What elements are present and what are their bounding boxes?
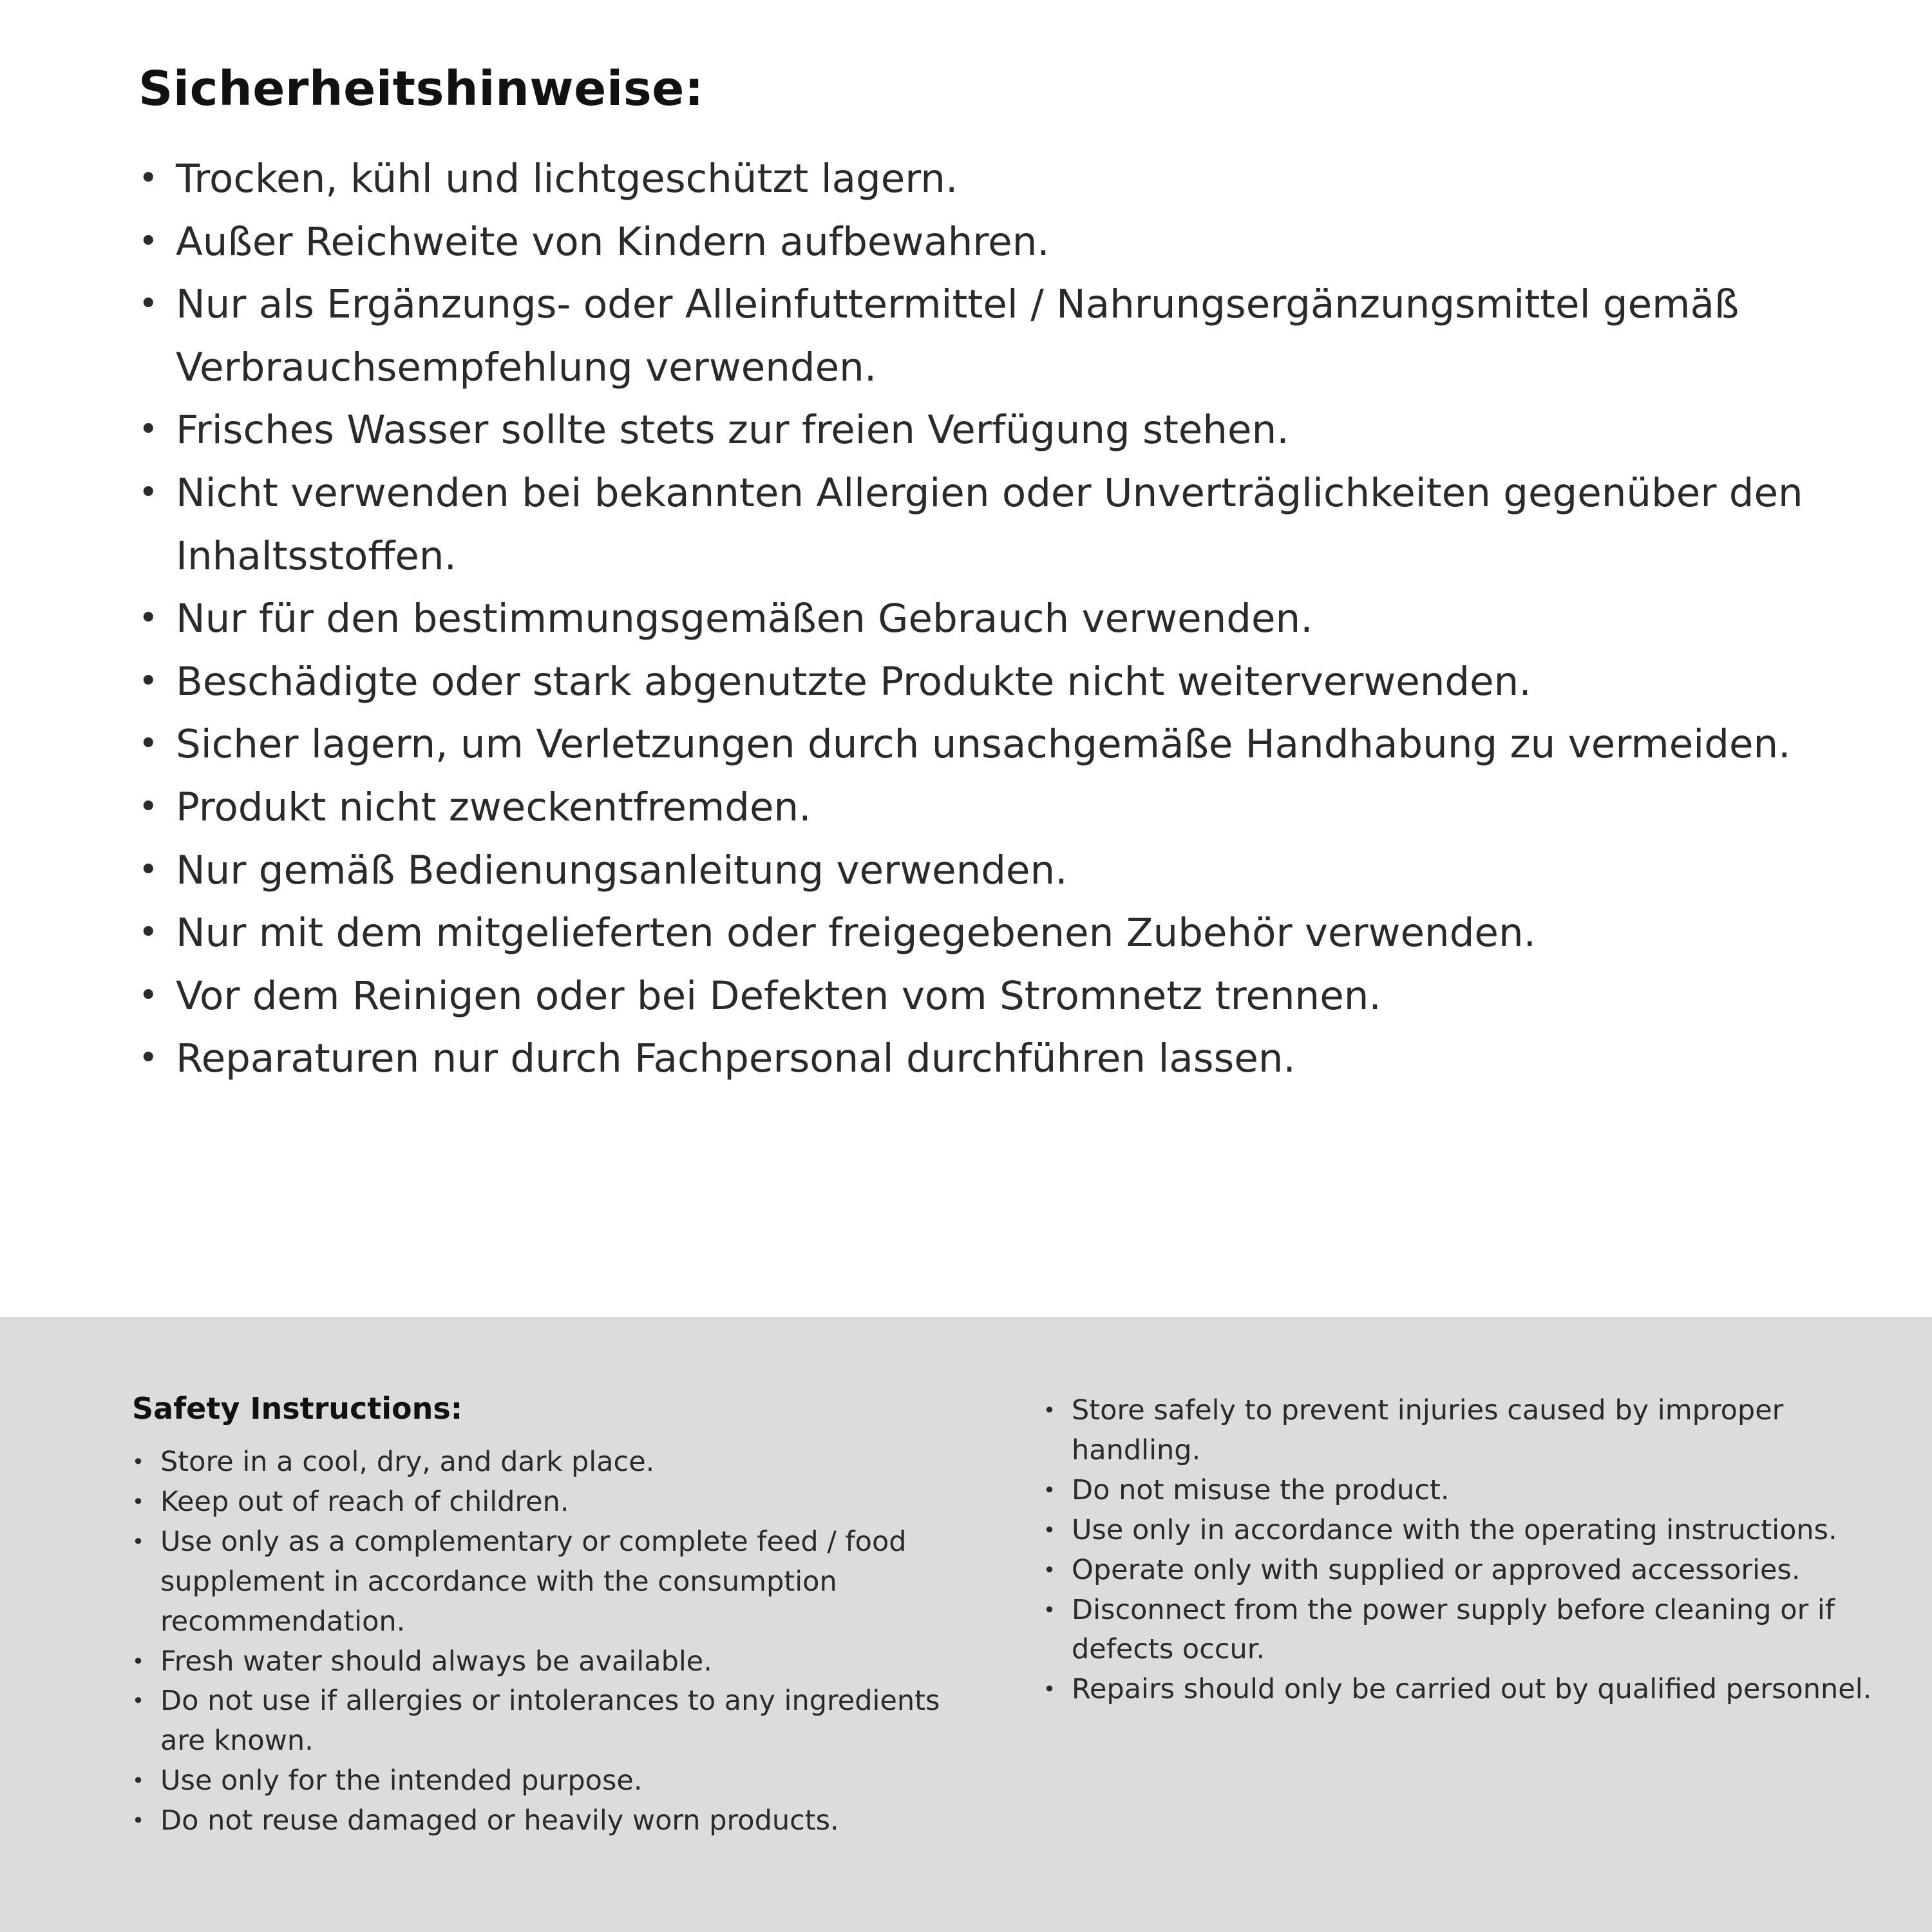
german-safety-list [138,147,1816,1090]
bullet-item: • Store in a cool, dry, and dark place. [132,1443,989,1482]
bullet-item: • Nur mit dem mitgelieferten oder freigegebenen Zubehör verwenden. [138,902,1816,965]
bullet-item: • Repairs should only be carried out by qualified personnel. [1043,1670,1874,1710]
bullet-item: • Use only for the intended purpose. [132,1761,989,1801]
bullet-item: • Trocken, kühl und lichtgeschützt lagern. [138,147,1816,211]
bullet-item: • Use only in accordance with the operating instructions. [1043,1511,1874,1551]
bullet-item: • Nicht verwenden bei bekannten Allergien oder Unverträglichkeiten gegenüber den Inhaltsstoffen. [138,462,1816,587]
bullet-item: • Fresh water should always be available. [132,1642,989,1682]
english-title: Safety Instructions: [132,1391,463,1426]
bullet-item: • Sicher lagern, um Verletzungen durch unsachgemäße Handhabung zu vermeiden. [138,713,1816,776]
bullet-item: • Frisches Wasser sollte stets zur freien Verfügung stehen. [138,399,1816,462]
english-left-column [132,1391,989,1932]
bullet-item: • Vor dem Reinigen oder bei Defekten vom Stromnetz trennen. [138,965,1816,1028]
bullet-item: • Nur als Ergänzungs- oder Alleinfuttermittel / Nahrungsergänzungsmittel gemäß Verbrauchsempfehlung verwenden. [138,273,1816,399]
bullet-item: • Produkt nicht zweckentfremden. [138,776,1816,839]
english-safety-list-right [1043,1391,1874,1710]
bullet-item: • Reparaturen nur durch Fachpersonal durchführen lassen. [138,1027,1816,1090]
english-right-column [1043,1391,1874,1932]
german-title: Sicherheitshinweise: [138,61,705,117]
bullet-item: • Beschädigte oder stark abgenutzte Produkte nicht weiterverwenden. [138,650,1816,714]
bullet-item: • Keep out of reach of children. [132,1482,989,1522]
bullet-item: • Do not reuse damaged or heavily worn products. [132,1801,989,1841]
bullet-item: • Operate only with supplied or approved accessories. [1043,1551,1874,1591]
bullet-item: • Nur gemäß Bedienungsanleitung verwenden. [138,839,1816,902]
bullet-item: • Außer Reichweite von Kindern aufbewahren. [138,211,1816,274]
bullet-item: • Store safely to prevent injuries caused by improper handling. [1043,1391,1874,1471]
bullet-item: • Nur für den bestimmungsgemäßen Gebrauch verwenden. [138,587,1816,650]
bullet-item: • Disconnect from the power supply before cleaning or if defects occur. [1043,1591,1874,1671]
bullet-item: • Do not misuse the product. [1043,1471,1874,1511]
english-safety-section [0,1317,1932,1932]
english-safety-list-left [132,1443,989,1841]
bullet-item: • Do not use if allergies or intolerances to any ingredients are known. [132,1681,989,1761]
bullet-item: • Use only as a complementary or complete feed / food supplement in accordance with the consumption recommendation. [132,1522,989,1642]
